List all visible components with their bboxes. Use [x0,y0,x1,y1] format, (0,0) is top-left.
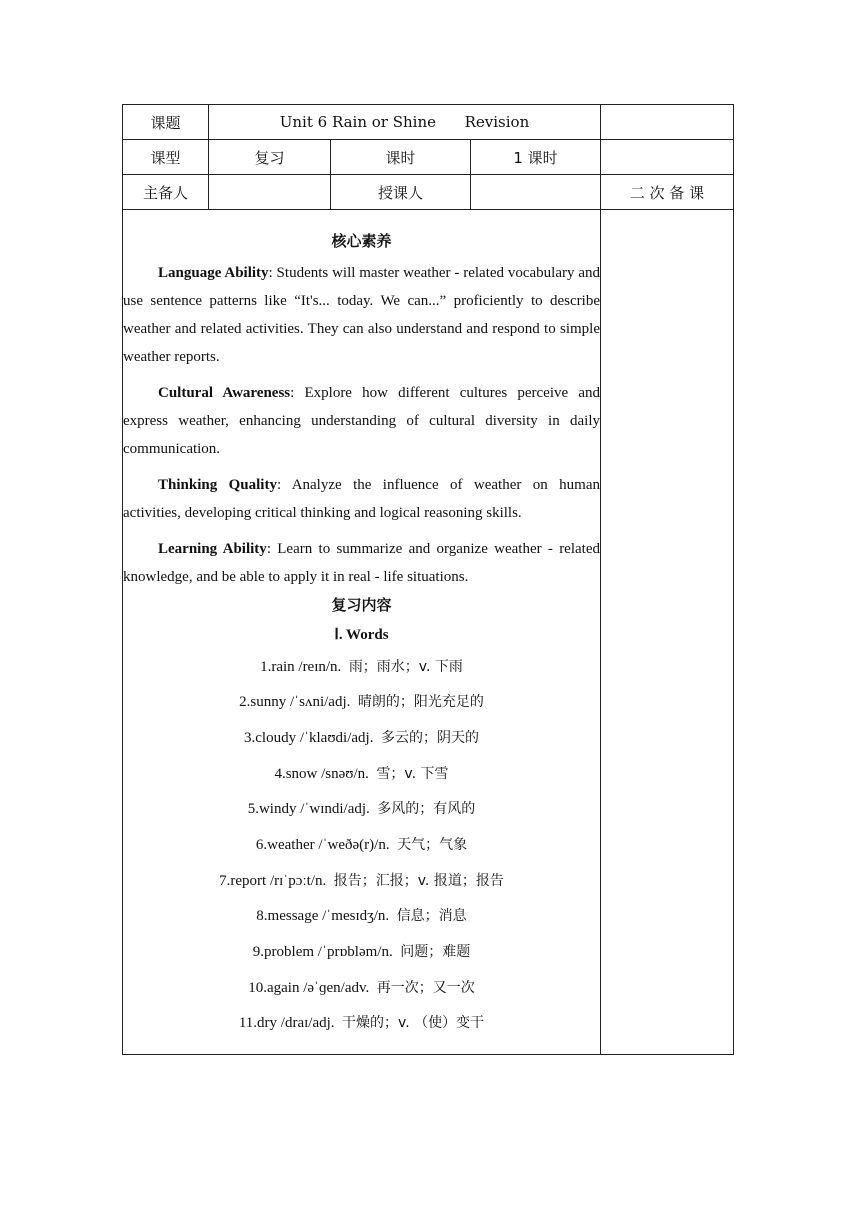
word-en: 6.weather /ˈweðə(r)/n. [255,837,390,853]
period-label: 课时 [331,140,471,175]
word-en: 11.dry /draɪ/adj. [238,1015,335,1032]
core-item-title: Learning Ability [158,540,267,557]
word-item [123,762,600,786]
core-item-title: Thinking Quality [158,476,277,493]
word-en: 5.windy /ˈwɪndi/adj. [247,801,370,818]
core-item-title: Language Ability [158,264,269,281]
preparer-label: 主备人 [123,175,209,210]
words-section-heading: Ⅰ. Words [334,626,389,643]
preparer-row [123,175,734,210]
word-item [123,904,600,928]
content-cell [123,210,601,1055]
word-item [123,797,600,821]
word-cn: 再一次；又一次 [376,979,475,996]
type-value: 复习 [209,140,331,175]
topic-extra-cell [601,105,734,140]
type-label: 课型 [123,140,209,175]
core-item-learning [123,535,600,591]
word-item [123,690,600,714]
core-item-text: : Explore how different cultures perceive and express weather, enhancing understanding of cultural diversity in daily communication. [123,384,600,457]
word-cn: 晴朗的；阳光充足的 [357,694,484,711]
core-item-cultural [123,379,600,463]
word-en: 10.again /əˈɡen/adv. [248,979,370,996]
word-en: 8.message /ˈmesɪdʒ/n. [256,908,390,925]
word-item [123,976,600,1000]
word-en: 3.cloudy /ˈklaʊdi/adj. [244,729,374,746]
word-item [123,726,600,750]
word-cn: 雨；雨水；v. 下雨 [348,658,463,675]
core-item-language [123,259,600,371]
core-literacy-heading: 核心素养 [331,231,392,250]
word-cn: 多风的；有风的 [377,801,476,818]
period-value: 1 课时 [471,140,601,175]
word-cn: 多云的；阴天的 [380,729,479,746]
word-cn: 问题；难题 [400,944,471,961]
word-item [123,940,600,964]
teacher-label: 授课人 [331,175,471,210]
word-en: 9.problem /ˈprɒbləm/n. [252,944,393,961]
topic-value: Unit 6 Rain or Shine Revision [209,105,601,140]
type-row [123,140,734,175]
core-item-title: Cultural Awareness [158,384,291,401]
word-cn: 报告；汇报；v. 报道；报告 [333,872,504,889]
second-prep-cell [601,210,734,1055]
core-item-text: : Students will master weather - related vocabulary and use sentence patterns like “It's... today. We can...” proficiently to describe weather and related activities. They can also understand and respond to simple weather reports. [123,264,601,365]
word-item [123,869,600,893]
topic-row [123,105,734,140]
second-prep-label: 二 次 备 课 [601,175,734,210]
word-item [123,833,600,857]
word-en: 2.sunny /ˈsʌni/adj. [239,694,351,711]
word-cn: 天气；气象 [397,837,468,853]
content-row [123,210,734,1055]
topic-label: 课题 [123,105,209,140]
word-en: 1.rain /reɪn/n. [260,658,342,675]
word-cn: 干燥的；v. （使）变干 [342,1015,485,1032]
word-item [123,655,600,679]
preparer-value [209,175,331,210]
word-cn: 信息；消息 [396,908,467,925]
word-cn: 雪；v. 下雪 [376,765,449,782]
core-item-thinking [123,471,600,527]
word-en: 7.report /rɪˈpɔːt/n. [219,872,327,889]
core-item-text: : Analyze the influence of weather on human activities, developing critical thinking and logical reasoning skills. [123,476,600,521]
review-heading: 复习内容 [331,595,392,614]
word-en: 4.snow /snəʊ/n. [274,765,369,782]
lesson-plan-table [122,104,734,1055]
teacher-value [471,175,601,210]
word-item [123,1011,600,1035]
type-extra-cell [601,140,734,175]
core-item-text: : Learn to summarize and organize weather - related knowledge, and be able to apply it in real - life situations. [123,540,600,585]
